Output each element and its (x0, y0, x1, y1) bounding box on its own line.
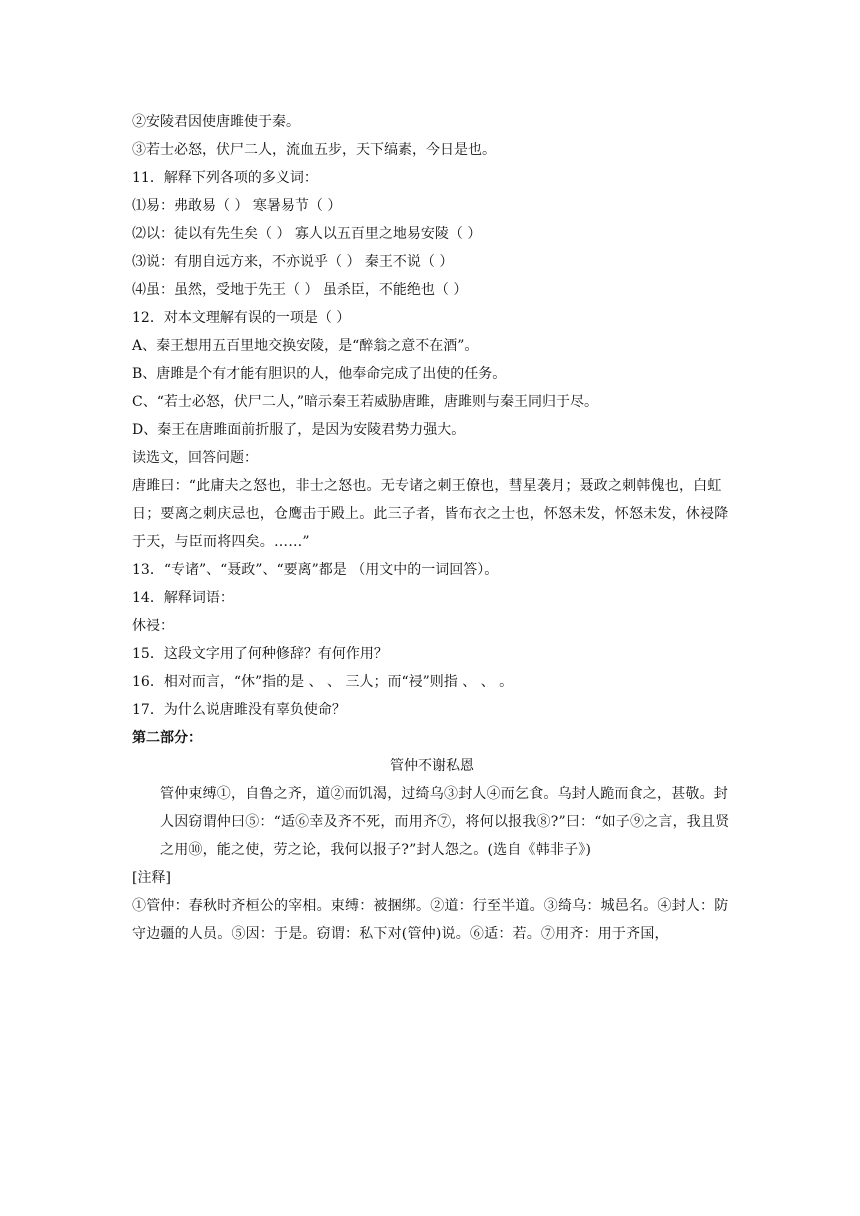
section-heading: 第二部分： (132, 730, 202, 746)
text-line: ③若士必怒，伏尸二人，流血五步，天下缟素，今日是也。 (132, 142, 496, 158)
question-17: 17．为什么说唐雎没有辜负使命？ (132, 702, 346, 718)
question-13: 13．“专诸”、“聂政”、“要离”都是 （用文中的一词回答）。 (132, 562, 499, 578)
question-15: 15．这段文字用了何种修辞？有何作用？ (132, 646, 388, 662)
question-16: 16．相对而言，“休”指的是 、 、 三人；而“祲”则指 、 、 。 (132, 674, 514, 690)
question-14: 14．解释词语： (132, 590, 234, 606)
reading-instruction: 读选文，回答问题： (132, 450, 258, 466)
notes-heading: [注释] (132, 870, 171, 886)
story-block (132, 780, 732, 864)
reading-passage: 唐雎曰：“此庸夫之怒也，非士之怒也。无专诸之刺王僚也，彗星袭月；聂政之刺韩傀也，白虹日；要离之刺庆忌也，仓鹰击于殿上。此三子者，皆布衣之士也，怀怒未发，怀怒未发，休祲降于天，与臣而将四矣。……” (132, 478, 729, 550)
question-11-item-1: ⑴易：弗敢易（ ） 寒暑易节（ ） (132, 198, 342, 214)
question-11-item-3: ⑶说：有朋自远方来，不亦说乎（ ） 秦王不说（ ） (132, 254, 454, 270)
question-11: 11．解释下列各项的多义词： (132, 170, 318, 186)
story-title: 管仲不谢私恩 (390, 758, 474, 774)
question-12-option-c: C、“若士必怒，伏尸二人，”暗示秦王若威胁唐雎，唐雎则与秦王同归于尽。 (132, 394, 599, 410)
document-body (132, 108, 732, 948)
question-12-option-d: D、秦王在唐雎面前折服了，是因为安陵君势力强大。 (132, 422, 466, 438)
reading-passage-block (132, 472, 732, 556)
story-text: 管仲束缚①，自鲁之齐，道②而饥渴，过绮乌③封人④而乞食。乌封人跪而食之，甚敬。封人因窃谓仲曰⑤：“适⑥幸及齐不死，而用齐⑦，将何以报我⑧?”曰：“如子⑨之言，我且贤之用⑩，能之使，劳之论，我何以报子?”封人怨之。(选自《韩非子》) (160, 786, 730, 858)
question-12: 12．对本文理解有误的一项是（ ） (132, 310, 351, 326)
notes-text: ①管仲：春秋时齐桓公的宰相。束缚：被捆绑。②道：行至半道。③绮乌：城邑名。④封人：防守边疆的人员。⑤因：于是。窃谓：私下对(管仲)说。⑥适：若。⑦用齐：用于齐国， (132, 898, 729, 942)
notes-block (132, 892, 732, 948)
question-12-option-b: B、唐雎是个有才能有胆识的人，他奉命完成了出使的任务。 (132, 366, 507, 382)
question-14-word: 休祲： (132, 618, 174, 634)
question-12-option-a: A、秦王想用五百里地交换安陵，是“醉翁之意不在酒”。 (132, 338, 479, 354)
text-line: ②安陵君因使唐雎使于秦。 (132, 114, 300, 130)
question-11-item-2: ⑵以：徒以有先生矣（ ） 寡人以五百里之地易安陵（ ） (132, 226, 482, 242)
question-11-item-4: ⑷虽：虽然，受地于先王（ ） 虽杀臣，不能绝也（ ） (132, 282, 468, 298)
